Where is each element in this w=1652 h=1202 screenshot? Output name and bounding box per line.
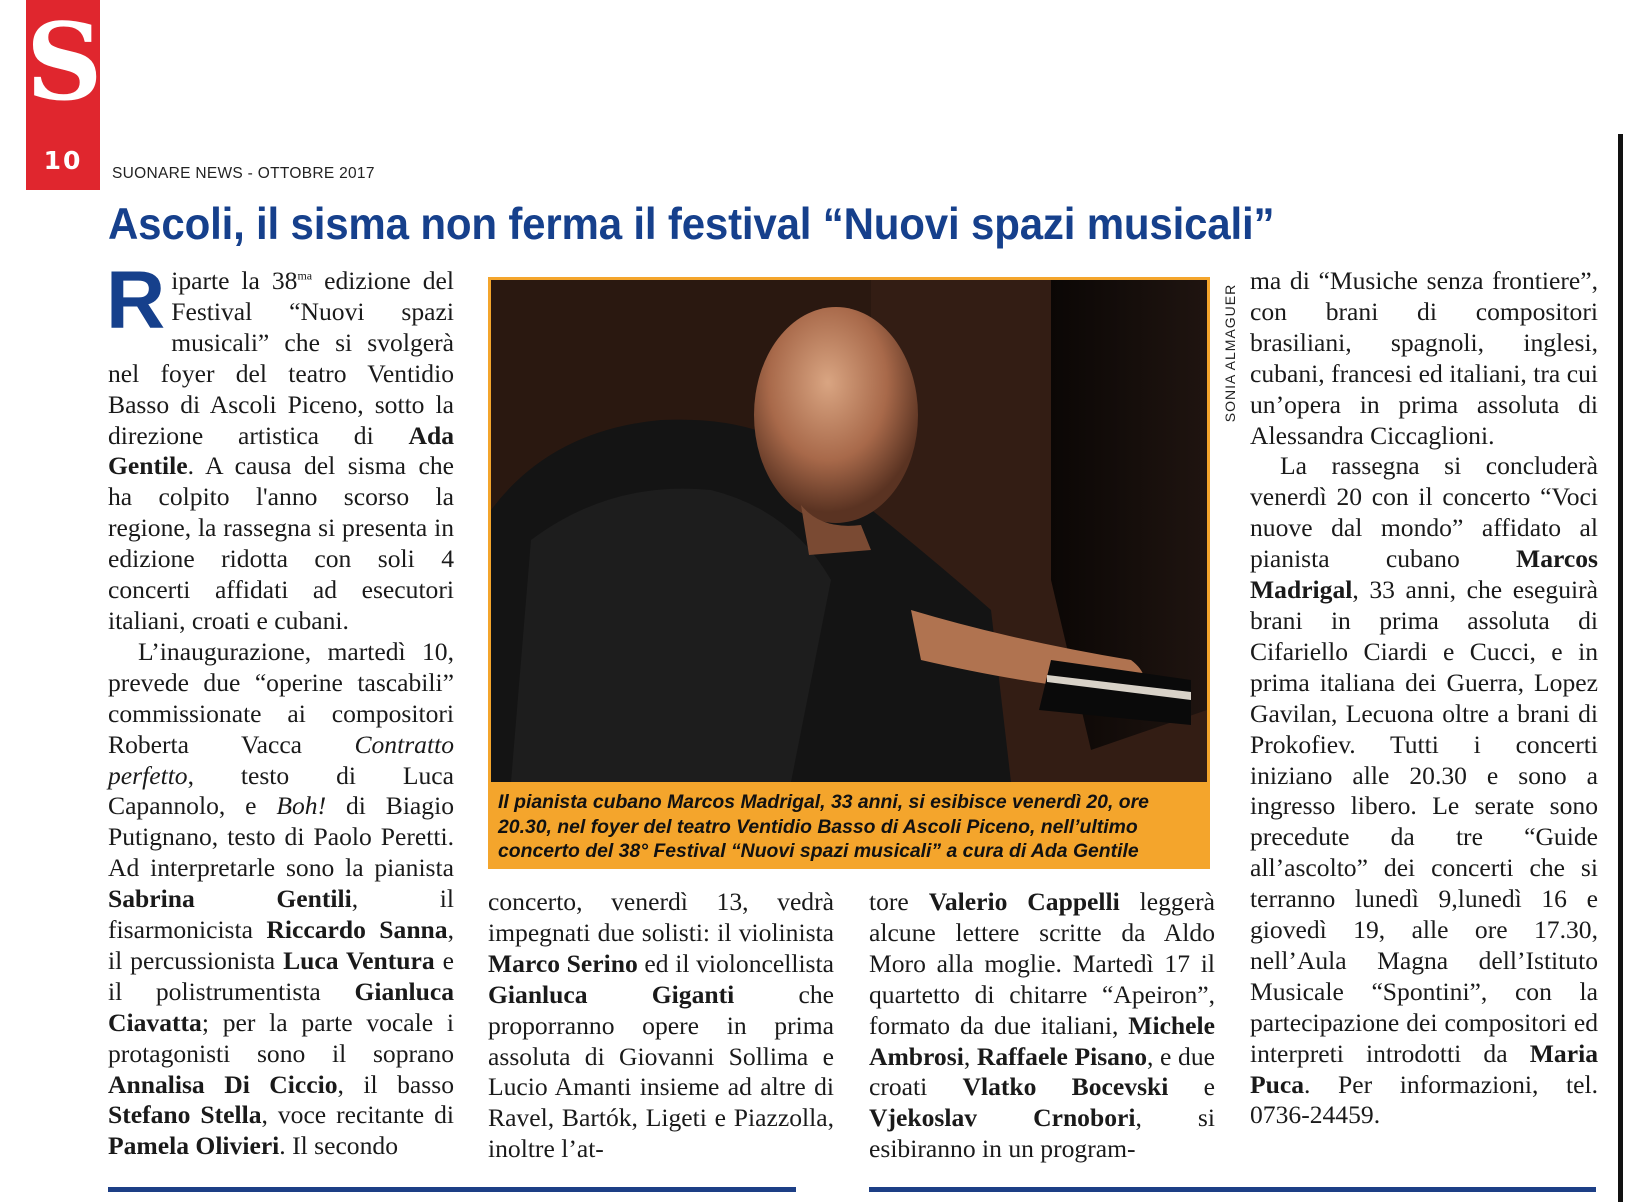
name-valerio-cappelli: Valerio Cappelli [928, 887, 1120, 916]
text-run: di Biagio Putignano, testo di Paolo Peretti. Ad interpretarle sono la pianista [108, 791, 454, 883]
name-stefano-stella: Stefano Stella [108, 1100, 262, 1130]
photo-caption: Il pianista cubano Marcos Madrigal, 33 anni, si esibisce venerdì 20, ore 20.30, nel foyer del teatro Ventidio Basso di Ascoli Piceno, nell’ultimo concerto del 38° Festival “Nuovi spazi musicali” a cura di Ada Gentile [488, 782, 1210, 869]
name-vjekoslav-crnobori: Vjekoslav Crnobori [869, 1103, 1136, 1133]
text-run: , e due croati [869, 1041, 1216, 1102]
text-run: , si esibiranno in un program- [869, 1103, 1215, 1164]
text-run: La rassegna si concluderà venerdì 20 con il concerto “Voci nuove dal mondo” affidato al pianista cubano [1250, 451, 1598, 574]
text-run: , voce recitante di [261, 1100, 454, 1130]
text-run: L’inaugurazione, martedì 10, prevede due “operine tascabili” commissionate ai compositori Roberta Vacca [108, 636, 454, 759]
text-run: iparte la 38 [171, 266, 298, 295]
superscript-ordinal: ma [297, 268, 313, 283]
article-column-3 [869, 887, 1215, 1165]
bottom-rule-right [869, 1187, 1596, 1192]
name-michele-ambrosi: Michele Ambrosi [869, 1010, 1215, 1071]
photo-credit [1219, 277, 1241, 429]
paragraph-continued: ma di “Musiche senza frontiere”, con brani di compositori brasiliani, spagnoli, inglesi, cubani, francesi ed italiani, tra cui un’opera in prima assoluta di Alessandra Ciccaglioni. [1250, 266, 1598, 450]
masthead: SUONARE NEWS - OTTOBRE 2017 [112, 165, 375, 182]
name-marco-serino: Marco Serino [488, 948, 638, 978]
text-run: , 33 anni, che eseguirà brani in prima assoluta di Cifariello Ciardi e Cucci, e in prima italiana dei Guerra, Lopez Gavilan, Lecuona oltre a brani di Prokofiev. Tutti i concerti iniziano alle 20.30 e sono a ingresso libero. Le serate sono precedute da tre “Guide all’ascolto” dei concerti che si terranno lunedì 9,lunedì 16 e giovedì 19, alle ore 17.30, nell’Aula Magna dell’Istituto Musicale “Spontini”, con la partecipazione dei compositori ed interpreti introdotti da [1250, 575, 1598, 1068]
name-pamela-olivieri: Pamela Olivieri [108, 1131, 280, 1161]
name-raffaele-pisano: Raffaele Pisano [976, 1041, 1147, 1071]
name-annalisa-di-ciccio: Annalisa Di Ciccio [108, 1069, 338, 1099]
paragraph [869, 887, 1215, 1165]
text-run: , testo di Luca Capannolo, e [108, 760, 454, 821]
bottom-rule-left [108, 1187, 796, 1192]
text-run: e il polistrumentista [108, 945, 454, 1006]
title-boh: Boh! [276, 791, 327, 821]
name-luca-ventura: Luca Ventura [283, 945, 435, 975]
page-edge-border [1618, 134, 1623, 1202]
name-marcos-madrigal: Marcos Madrigal [1250, 544, 1598, 605]
pianist-photo [488, 277, 1210, 785]
article-column-4 [1250, 266, 1598, 1131]
text-run: , [963, 1041, 977, 1071]
name-sabrina-gentili: Sabrina Gentili [108, 884, 352, 914]
text-run: . Per informazioni, tel. 0736-24459. [1250, 1069, 1598, 1130]
text-run: concerto, venerdì 13, vedrà impegnati due solisti: il violinista [488, 887, 834, 947]
paragraph-inauguration [108, 637, 454, 1162]
drop-cap: R [106, 255, 166, 346]
text-run: , il percussionista [108, 915, 454, 975]
pianist-illustration [491, 280, 1207, 782]
text-run: ; per la parte vocale i protagonisti sono il soprano [108, 1007, 454, 1068]
text-run: . A causa del sisma che ha colpito l'anno scorso la regione, la rassegna si presenta in edizione ridotta con soli 4 concerti affidati ad esecutori italiani, croati e cubani. [108, 451, 454, 635]
name-riccardo-sanna: Riccardo Sanna [266, 915, 448, 945]
text-run: e [1168, 1072, 1215, 1102]
paragraph [488, 887, 834, 1165]
name-vlatko-bocevski: Vlatko Bocevski [962, 1072, 1169, 1102]
text-run: che proporranno opere in prima assoluta di Giovanni Sollima e Lucio Amanti insieme ad altre di Ravel, Bartók, Ligeti e Piazzolla, inoltre l’at- [488, 979, 834, 1164]
name-gianluca-ciavatta: Gianluca Ciavatta [108, 976, 454, 1037]
paragraph-finale [1250, 451, 1598, 1131]
name-maria-puca: Maria Puca [1250, 1038, 1598, 1099]
name-gianluca-giganti: Gianluca Giganti [488, 979, 735, 1009]
text-run: . Il secondo [279, 1131, 398, 1161]
text-run: ed il violoncellista [637, 948, 834, 978]
text-run: tore [869, 887, 929, 916]
title-contratto-perfetto: Contratto perfetto [108, 729, 454, 790]
text-run: , il fisarmonicista [108, 884, 454, 945]
section-letter: S [26, 0, 103, 124]
article-headline: Ascoli, il sisma non ferma il festival “Nuovi spazi musicali” [108, 200, 1275, 249]
name-ada-gentile: Ada Gentile [108, 420, 454, 481]
paragraph-intro [106, 255, 454, 637]
text-run: edizione del Festival “Nuovi spazi musicali” che si svolgerà nel foyer del teatro Ventidio Basso di Ascoli Piceno, sotto la direzione artistica di [108, 266, 454, 450]
page-number: 10 [43, 146, 83, 175]
article-column-2 [488, 887, 834, 1165]
photo-credit-text: SONIA ALMAGUER [1222, 283, 1238, 423]
article-column-1 [106, 255, 455, 1162]
text-run: leggerà alcune lettere scritte da Aldo Moro alla moglie. Martedì 17 il quartetto di chitarre “Apeiron”, formato da due italiani, [869, 887, 1215, 1040]
text-run: , il basso [337, 1069, 455, 1099]
